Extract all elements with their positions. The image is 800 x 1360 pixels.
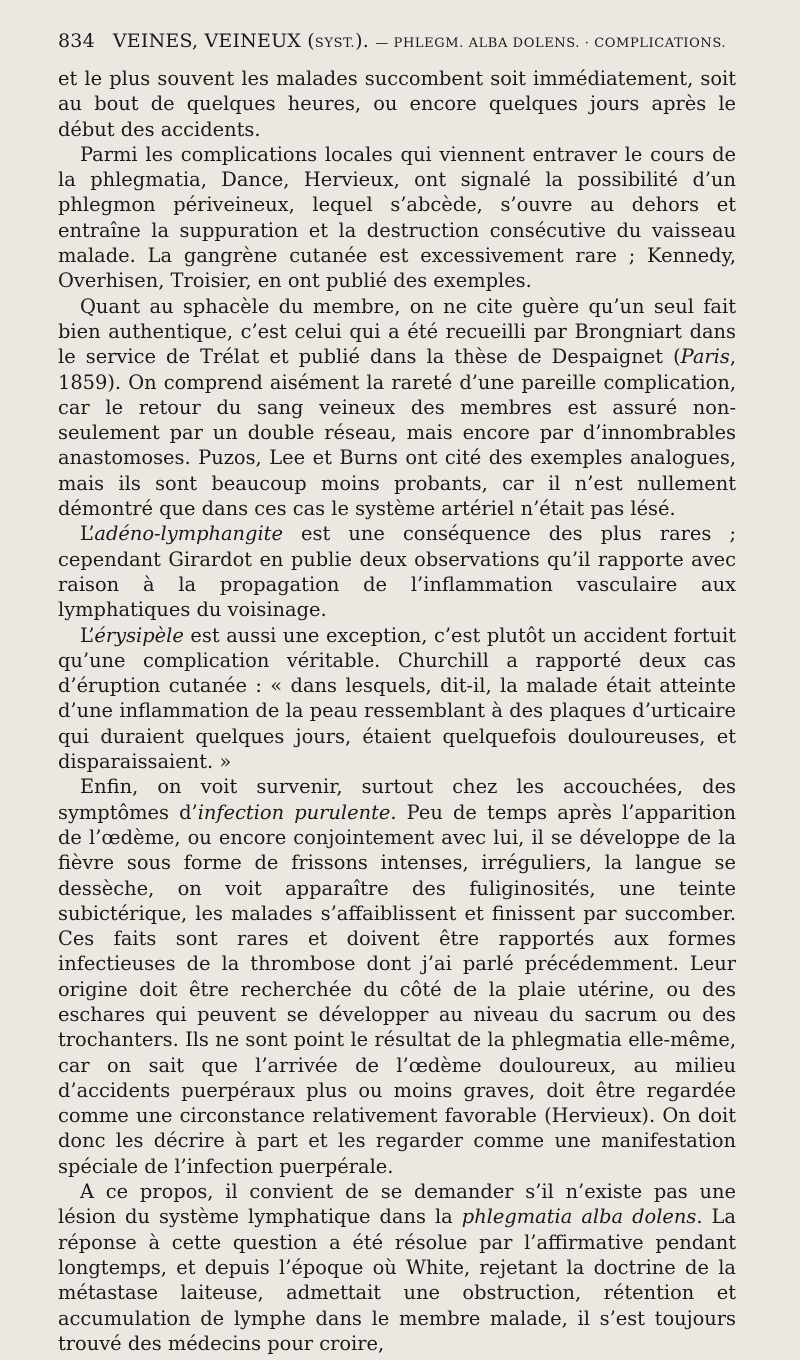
- paragraph-2: [58, 142, 736, 294]
- paragraph-text: Enfin, on voit survenir, surtout chez les accouchées, des symptômes d’: [58, 775, 736, 824]
- italic-term: adéno-lymphangite: [94, 522, 283, 546]
- page-number: 834: [58, 30, 95, 52]
- paragraph-text: est aussi une exception, c’est plutôt un accident fortuit qu’une complication véritable. Churchill a rapporté deux cas d’éruption cutanée : « dans lesquels, dit-il, la malade était atteinte d’une inflammation de la peau ressemblant à des plaques d’urticaire qui duraient quelques jours, étaient quelquefois douloureuses, et disparaissaient. »: [58, 623, 736, 774]
- paragraph-3: [58, 294, 736, 522]
- italic-term: infection purulente: [197, 800, 391, 824]
- paragraph-text: L’: [80, 522, 95, 546]
- italic-term: Paris: [680, 345, 730, 369]
- italic-term: érysipèle: [94, 623, 184, 647]
- paragraph-6: [58, 774, 736, 1179]
- paragraph-text: . La réponse à cette question a été résolue par l’affirmative pendant longtemps, et depuis l’époque où White, rejetant la doctrine de la métastase laiteuse, admettait une obstruction, rétention et accumulation de lymphe dans le membre malade, il s’est toujours trouvé des médecins pour croire,: [58, 1205, 736, 1355]
- paragraph-text: . Peu de temps après l’apparition de l’œdème, ou encore conjointement avec lui, il se développe de la fièvre sous forme de frissons intenses, irréguliers, la langue se dessèche, on voit apparaître des fuliginosités, une teinte subictérique, les malades s’affaiblissent et finissent par succomber. Ces faits sont rares et doivent être rapportés aux formes infectieuses de la thrombose dont j’ai parlé précédemment. Leur origine doit être recherchée du côté de la plaie utérine, ou des eschares qui peuvent se développer au niveau du sacrum ou des trochanters. Ils ne sont point le résultat de la phlegmatia elle-même, car on sait que l’arrivée de l’œdème douloureux, au milieu d’accidents puerpéraux plus ou moins graves, doit être regardée comme une circonstance relativement favorable (Hervieux). On doit donc les décrire à part et les regarder comme une manifestation spéciale de l’infection puerpérale.: [58, 800, 736, 1178]
- paragraph-4: [58, 521, 736, 622]
- paragraph-text: A ce propos, il convient de se demander s’il n’existe pas une lésion du système lymphatique dans la: [58, 1180, 736, 1229]
- paragraph-text: Quant au sphacèle du membre, on ne cite guère qu’un seul fait bien authentique, c’est celui qui a été recueilli par Brongniart dans le service de Trélat et publié dans la thèse de Despaignet (: [58, 294, 736, 369]
- paragraph-text: Parmi les complications locales qui viennent entraver le cours de la phlegmatia, Dance, Hervieux, ont signalé la possibilité d’un phlegmon périveineux, lequel s’abcède, s’ouvre au dehors et entraîne la suppuration et la destruction consécutive du vaisseau malade. La gangrène cutanée est excessivement rare ; Kennedy, Overhisen, Troisier, en ont publié des exemples.: [58, 142, 736, 293]
- paragraph-text: est une conséquence des plus rares ; cependant Girardot en publie deux observations qu’il rapporte avec raison à la propagation de l’inflammation vasculaire aux lymphatiques du voisinage.: [58, 522, 736, 622]
- paragraph-text: L’: [80, 623, 95, 647]
- running-header: [58, 30, 748, 58]
- paragraph-text: , 1859). On comprend aisément la rareté d’une pareille complication, car le retour du sang veineux des membres est assuré non-seulement par un double réseau, mais encore par d’innombrables anastomoses. Puzos, Lee et Burns ont cité des exemples analogues, mais ils sont beaucoup moins probants, car il n’est nullement démontré que dans ces cas le système artériel n’était pas lésé.: [58, 345, 736, 521]
- paragraph-1: [58, 66, 736, 142]
- header-subtitle: — PHLEGM. ALBA DOLENS. · COMPLICATIONS.: [375, 36, 727, 51]
- header-title: VEINES, VEINEUX (: [112, 30, 315, 52]
- body-text: [58, 66, 736, 1356]
- paragraph-7: [58, 1179, 736, 1356]
- italic-term: phlegmatia alba dolens: [461, 1205, 697, 1229]
- header-title-close: ).: [355, 30, 370, 52]
- paragraph-5: [58, 623, 736, 775]
- header-title-abbr: SYST.: [314, 36, 356, 51]
- paragraph-text: et le plus souvent les malades succombent soit immédiatement, soit au bout de quelques heures, ou encore quelques jours après le début des accidents.: [58, 67, 736, 141]
